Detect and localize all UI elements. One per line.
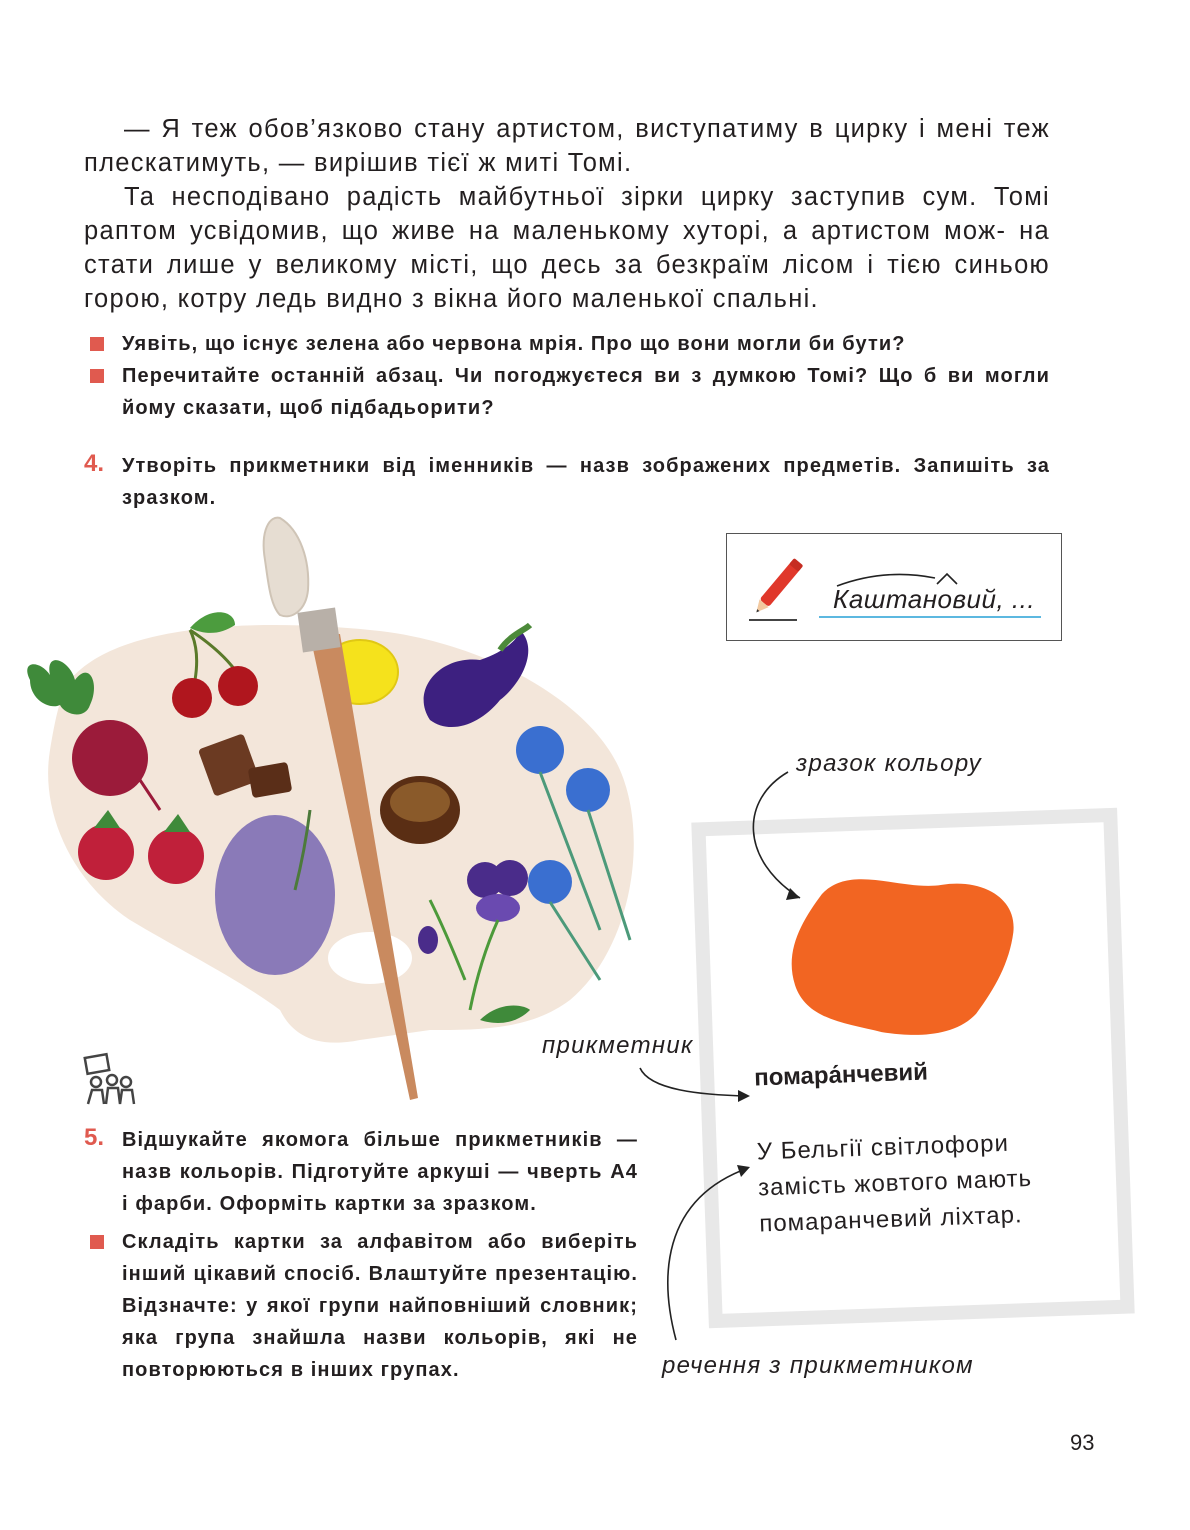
task-5: [0, 1124, 660, 1220]
task-5-bullet-text: Складіть картки за алфавітом або виберіть інший цікавий спосіб. Влаштуйте презентацію. Відзначте: у якої групи найповніший словник; яка група знайшла назви кольорів, які не повторюються в інших групах.: [122, 1231, 638, 1381]
task-5-number: 5.: [84, 1124, 105, 1151]
bullet-icon: [90, 369, 104, 383]
question-2: [0, 360, 1190, 424]
label-adjective: прикметник: [542, 1032, 694, 1059]
palette-illustration: [10, 510, 670, 1110]
bullet-icon: [90, 337, 104, 351]
sample-text: Каштановий, ...: [833, 584, 1036, 614]
sample-box: [726, 533, 1062, 641]
task-4: [0, 450, 1190, 514]
group-work-icon: [82, 1052, 138, 1108]
example-sentence: У Бельгії світлофори замість жовтого мають помаранчевий ліхтар.: [756, 1129, 1033, 1238]
page-number: 93: [1070, 1430, 1095, 1455]
task-4-text: Утворіть прикметники від іменників — назв зображених предметів. Запишіть за зразком.: [122, 455, 1050, 509]
question-2-text: Перечитайте останній абзац. Чи погоджуєтеся ви з думкою Томі? Що б ви могли йому сказати, щоб підбадьорити?: [122, 365, 1050, 419]
bullet-icon: [90, 1235, 104, 1249]
paragraph-1: — Я теж обов’язково стану артистом, виступатиму в цирку і мені теж плескатимуть, — вирішив тієї ж миті Томі.: [84, 115, 1050, 177]
paragraph-2: Та несподівано радість майбутньої зірки цирку заступив сум. Томі раптом усвідомив, що живе на маленькому хуторі, а артистом мож- на стати лише у великому місті, що десь за безкраїм лісом і тією синьою горою, котру ледь видно з вікна його маленької спальні.: [84, 183, 1050, 313]
task-4-number: 4.: [84, 450, 105, 477]
pencil-icon: [739, 542, 819, 632]
label-color-sample: зразок кольору: [796, 750, 982, 777]
task-5-text: Відшукайте якомога більше прикметників — назв кольорів. Підготуйте аркуші — чверть А4 і фарби. Оформіть картки за зразком.: [122, 1129, 638, 1215]
adjective-word: помара́нчевий: [753, 1058, 929, 1092]
task-5-bullet: [0, 1226, 660, 1416]
question-1: [0, 328, 1190, 360]
question-1-text: Уявіть, що існує зелена або червона мрія. Про що вони могли би бути?: [122, 333, 906, 355]
color-card: [691, 808, 1134, 1329]
color-blob: [781, 857, 1027, 1045]
sample-underline: [819, 616, 1041, 618]
label-sentence: речення з прикметником: [662, 1352, 974, 1379]
